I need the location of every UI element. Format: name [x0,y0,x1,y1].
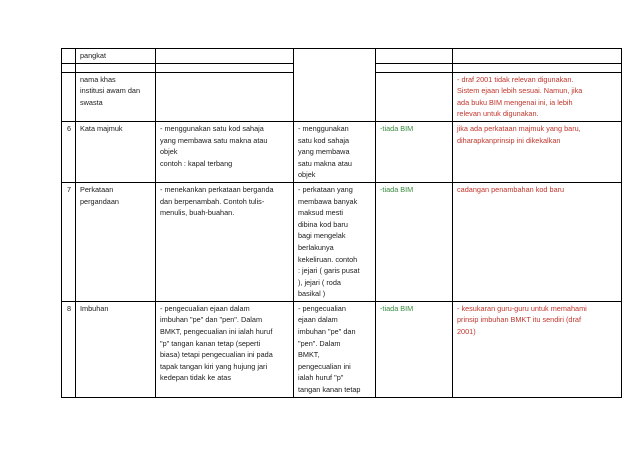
draft-cell: - pengecualian ejaan dalam imbuhan "pe" dan "pen". Dalam BMKT, pengecualian ini ialah huruf "p" tangan kanan tetap [294,301,376,397]
description-cell: - menekankan perkataan berganda dan berpenambah. Contoh tulis- menulis, buah-buahan. [156,182,294,301]
table-row [62,49,622,64]
table-row [62,301,622,397]
row-number-cell: 7 [62,182,76,301]
item-cell: pangkat [76,49,156,64]
bim-cell: -tiada BIM [376,182,453,301]
bim-cell [376,49,453,64]
row-number-cell: 6 [62,121,76,182]
description-cell: - menggunakan satu kod sahaja yang membawa satu makna atau objek contoh : kapal terbang [156,121,294,182]
comment-cell: jika ada perkataan majmuk yang baru, diharapkanprinsip ini dikekalkan [453,121,622,182]
bim-cell: -tiada BIM [376,301,453,397]
comparison-table [61,48,622,398]
comment-cell: cadangan penambahan kod baru [453,182,622,301]
comment-cell: - draf 2001 tidak relevan digunakan. Sistem ejaan lebih sesuai. Namun, jika ada buku BIM mengenai ini, ia lebih relevan untuk digunakan. [453,72,622,121]
table-row [62,121,622,182]
description-cell: - pengecualian ejaan dalam imbuhan "pe" dan "pen". Dalam BMKT, pengecualian ini ialah huruf "p" tangan kanan tetap (seperti biasa) tetapi pengecualian ini pada tapak tangan kiri yang hujung jari kedepan tidak ke atas [156,301,294,397]
item-cell: nama khas institusi awam dan swasta [76,72,156,121]
table-body [62,49,622,398]
draft-cell: - menggunakan satu kod sahaja yang membawa satu makna atau objek [294,121,376,182]
row-number-cell: 8 [62,301,76,397]
bim-cell: -tiada BIM [376,121,453,182]
row-number-cell [62,49,76,64]
comment-cell [453,49,622,64]
row-number-cell [62,72,76,121]
comment-cell: - kesukaran guru-guru untuk memahami prinsip imbuhan BMKT itu sendiri (draf 2001) [453,301,622,397]
description-cell [156,72,294,121]
item-cell: Imbuhan [76,301,156,397]
item-cell: Perkataan pergandaan [76,182,156,301]
description-cell [156,49,294,64]
draft-cell [294,49,376,122]
bim-cell [376,72,453,121]
draft-cell: - perkataan yang membawa banyak maksud mesti dibina kod baru bagi mengelak berlakunya kekeliruan. contoh : jejari ( garis pusat ), jejari ( roda basikal ) [294,182,376,301]
table-row [62,182,622,301]
item-cell: Kata majmuk [76,121,156,182]
